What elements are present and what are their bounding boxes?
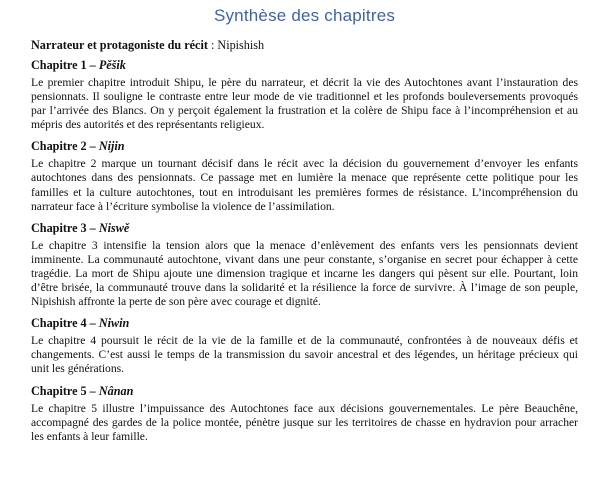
chapter-name: Nânan	[98, 383, 134, 398]
chapter-2	[31, 139, 578, 213]
narrator-separator: :	[207, 38, 218, 52]
chapter-summary: Le premier chapitre introduit Shipu, le père du narrateur, et décrit la vie des Autochtones avant l’instauration des pensionnats. Il souligne le contraste entre leur mode de vie traditionnel et les profonds bouleversements provoqués par l’arrivée des Blancs. On y perçoit également la frustration et la colère de Shipu face à l’incompréhension et au mépris des autorités et des représentants religieux.	[31, 76, 578, 132]
narrator-label: Narrateur et protagoniste du récit	[31, 38, 208, 52]
chapter-name: Pěšik	[98, 58, 126, 72]
chapter-summary: Le chapitre 2 marque un tournant décisif dans le récit avec la décision du gouvernement d’envoyer les enfants autochtones dans des pensionnats. Ce passage met en lumière la menace que représente cette politique pour les familles et la culture autochtones, tout en introduisant les premières formes de résistance. L’incompréhension du narrateur face à l’écriture symbolise la violence de l’assimilation.	[31, 157, 578, 213]
chapter-number: Chapitre 2 –	[31, 139, 99, 154]
chapter-1	[31, 58, 578, 132]
chapter-number: Chapitre 3 –	[31, 220, 99, 235]
chapter-heading	[31, 139, 578, 153]
chapter-5	[31, 384, 578, 444]
narrator-value: Nipishish	[217, 38, 265, 52]
chapter-heading	[31, 58, 578, 72]
chapter-heading	[31, 316, 578, 330]
chapter-number: Chapitre 4 –	[31, 316, 99, 331]
chapter-number: Chapitre 5 –	[31, 383, 99, 398]
chapter-summary: Le chapitre 4 poursuit le récit de la vie de la famille et de la communauté, confrontées à de nouveaux défis et changements. C’est aussi le temps de la transmission du savoir ancestral et des légendes, un héritage précieux qui unit les générations.	[31, 334, 578, 376]
chapter-3	[31, 221, 578, 309]
chapter-number: Chapitre 1 –	[31, 58, 99, 72]
chapter-name: Niwin	[98, 316, 130, 331]
chapter-summary: Le chapitre 3 intensifie la tension alors que la menace d’enlèvement des enfants vers les pensionnats devient imminente. La communauté autochtone, vivant dans une peur constante, s’organise en secret pour échapper à cette tragédie. La mort de Shipu ajoute une dimension tragique et incarne les dangers qui pèsent sur elle. Pourtant, loin d’être brisée, la communauté trouve dans la solidarité et la résilience la force de survivre. À l’image de son peuple, Nipishish affronte la perte de son père avec courage et dignité.	[31, 238, 578, 309]
chapter-heading	[31, 384, 578, 398]
narrator-line	[31, 38, 578, 52]
chapter-summary: Le chapitre 5 illustre l’impuissance des Autochtones face aux décisions gouvernementales. Le père Beauchêne, accompagné des gardes de la police montée, pénètre jusque sur les territoires de chasse en hydravion pour arracher les enfants à leur famille.	[31, 401, 578, 443]
chapter-heading	[31, 221, 578, 235]
chapter-name: Niswě	[98, 220, 130, 235]
chapter-4	[31, 316, 578, 376]
chapter-name: Nijin	[98, 139, 125, 154]
page-title: Synthèse des chapitres	[213, 6, 396, 25]
